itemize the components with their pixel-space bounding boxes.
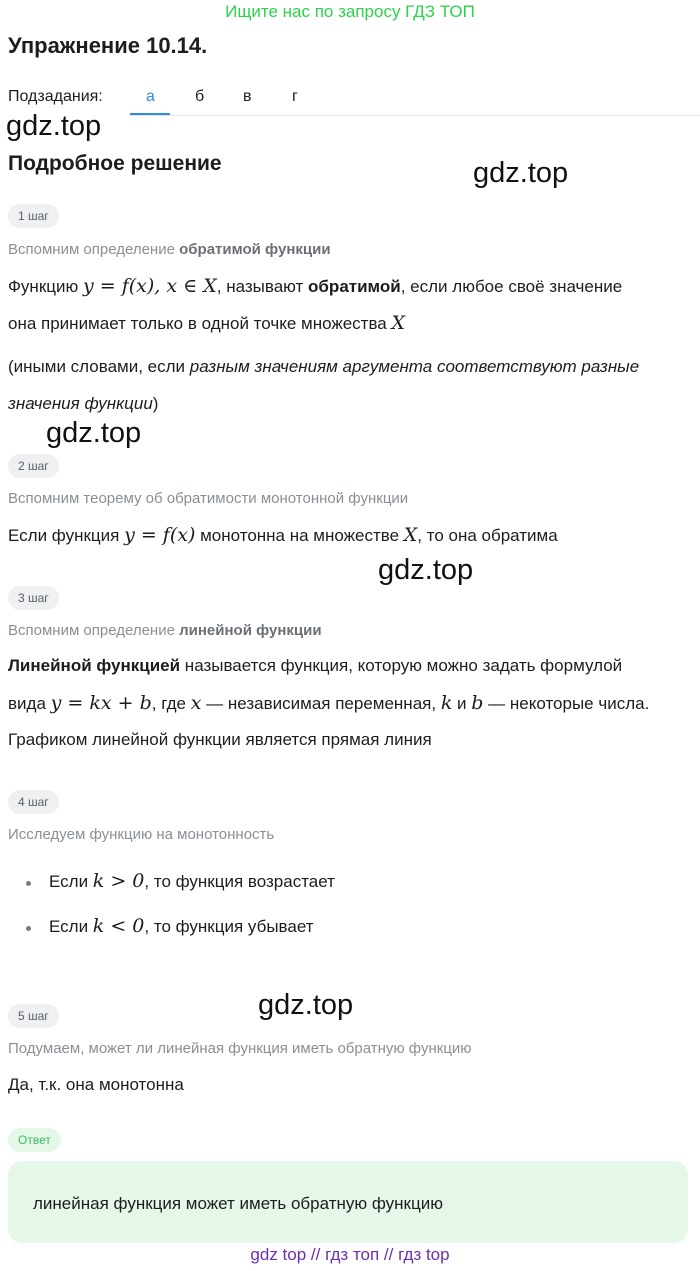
subtasks-label: Подзадания:: [8, 88, 103, 105]
active-tab-indicator: [130, 113, 170, 115]
text: — некоторые числа.: [483, 694, 650, 713]
step-hint: Вспомним теорему об обратимости монотонной функции: [8, 490, 409, 507]
search-hint-banner: Ищите нас по запросу ГДЗ ТОП: [225, 2, 475, 21]
step-hint: [8, 622, 322, 639]
formula: X: [391, 312, 406, 334]
formula: b: [471, 692, 484, 714]
step-text-line: [8, 394, 158, 414]
watermark: gdz.top: [473, 157, 569, 189]
text: Графиком линейной функции является прямая линия: [8, 730, 432, 749]
watermark: gdz.top: [258, 989, 354, 1021]
text: , где: [151, 694, 191, 713]
tabs-divider: [130, 115, 700, 116]
bullet-dot: [26, 926, 31, 931]
step-hint-text: Вспомним определение: [8, 622, 180, 639]
answer-badge: Ответ: [8, 1128, 61, 1152]
step-text-line: [8, 1075, 184, 1095]
list-item: [49, 870, 335, 892]
step-text-line: [8, 275, 622, 297]
text: она принимает только в одной точке множества: [8, 314, 392, 333]
step-hint: [8, 241, 331, 258]
step-badge: 1 шаг: [8, 204, 59, 228]
watermark: gdz.top: [46, 417, 142, 449]
watermark: gdz.top: [378, 554, 474, 586]
step-badge: 5 шаг: [8, 1004, 59, 1028]
step-hint: Подумаем, может ли линейная функция иметь обратную функцию: [8, 1040, 472, 1057]
text: ): [152, 394, 159, 413]
formula: y = f(x): [124, 524, 196, 546]
step-hint: Исследуем функцию на монотонность: [8, 826, 275, 843]
step-text-line: [8, 730, 432, 750]
formula: k > 0: [92, 870, 145, 892]
emphasis: разным значениям аргумента соответствуют разные: [189, 357, 640, 376]
formula: x: [190, 692, 202, 714]
formula: X: [403, 524, 418, 546]
formula: k < 0: [92, 915, 145, 937]
emphasis: значения функции: [8, 394, 153, 413]
text: Да, т.к. она монотонна: [8, 1075, 184, 1094]
step-text-line: [8, 524, 558, 546]
watermark: gdz.top: [6, 110, 102, 142]
step-badge: 3 шаг: [8, 586, 59, 610]
term: Линейной функцией: [8, 656, 181, 675]
tab-v[interactable]: в: [243, 88, 252, 105]
text: монотонна на множестве: [195, 526, 404, 545]
tab-b[interactable]: б: [195, 88, 205, 105]
step-text-line: [8, 656, 622, 676]
text: , то функция возрастает: [144, 872, 335, 891]
step-hint-term: обратимой функции: [179, 241, 331, 258]
step-hint-term: линейной функции: [179, 622, 322, 639]
page-title: Упражнение 10.14.: [8, 33, 208, 58]
text: — независимая переменная,: [201, 694, 441, 713]
text: , то функция убывает: [144, 917, 314, 936]
bullet-dot: [26, 881, 31, 886]
formula: k: [440, 692, 453, 714]
term: обратимой: [308, 277, 401, 296]
formula: y = kx + b: [50, 692, 152, 714]
text: Если функция: [8, 526, 125, 545]
text: , если любое своё значение: [400, 277, 623, 296]
tab-a[interactable]: а: [146, 88, 155, 105]
text: , называют: [216, 277, 309, 296]
footer-links[interactable]: gdz top // гдз топ // гдз top: [250, 1245, 450, 1264]
text: (иными словами, если: [8, 357, 190, 376]
answer-text: линейная функция может иметь обратную функцию: [33, 1194, 443, 1213]
text: Если: [49, 917, 93, 936]
text: вида: [8, 694, 51, 713]
text: Если: [49, 872, 93, 891]
step-text-line: [8, 357, 639, 377]
list-item: [49, 915, 314, 937]
text: и: [452, 694, 472, 713]
step-hint-text: Вспомним определение: [8, 241, 180, 258]
step-badge: 4 шаг: [8, 790, 59, 814]
text: , то она обратима: [417, 526, 558, 545]
text: называется функция, которую можно задать формулой: [180, 656, 623, 675]
step-badge: 2 шаг: [8, 454, 59, 478]
step-text-line: [8, 312, 405, 334]
solution-heading: Подробное решение: [8, 152, 222, 175]
formula: y = f(x), x ∈ X: [82, 275, 217, 297]
text: Функцию: [8, 277, 83, 296]
tab-g[interactable]: г: [292, 88, 298, 105]
step-text-line: [8, 692, 649, 714]
